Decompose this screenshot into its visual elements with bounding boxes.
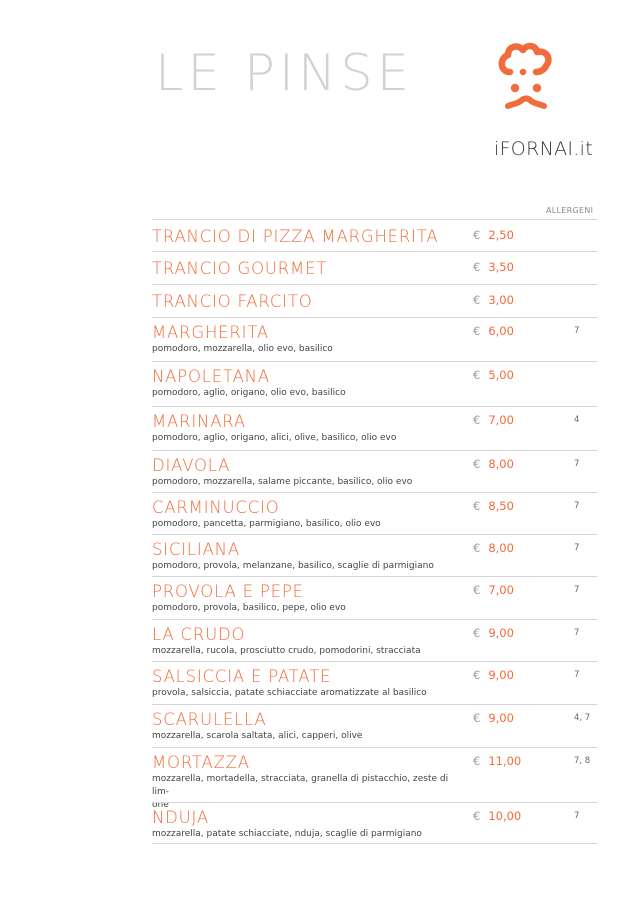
allergens-column-header: ALLERGENI xyxy=(546,206,594,215)
menu-item-allergens: 7 xyxy=(574,585,580,595)
menu-item-description: pomodoro, aglio, origano, alici, olive, basilico, olio evo xyxy=(152,433,397,443)
page-title: LE PINSE xyxy=(155,44,414,102)
euro-symbol: € xyxy=(473,368,481,382)
menu-item-price xyxy=(473,756,521,768)
price-amount: 10,00 xyxy=(488,809,522,823)
menu-item-allergens: 7 xyxy=(574,459,580,469)
menu-item-description: mozzarella, rucola, prosciutto crudo, pomodorini, stracciata xyxy=(152,646,421,656)
price-amount: 3,00 xyxy=(488,293,514,307)
menu-item-price xyxy=(473,459,514,471)
menu-item-name: LA CRUDO xyxy=(152,625,246,644)
menu-item xyxy=(152,534,597,576)
menu-item-price xyxy=(473,543,514,555)
price-amount: 7,00 xyxy=(488,413,514,427)
menu-item xyxy=(152,219,597,251)
menu-item xyxy=(152,284,597,317)
menu-item-description: pomodoro, provola, basilico, pepe, olio evo xyxy=(152,603,346,613)
menu-item xyxy=(152,406,597,450)
menu-item-allergens: 7 xyxy=(574,326,580,336)
menu-item-name: MORTAZZA xyxy=(152,753,250,772)
menu-item-name: TRANCIO FARCITO xyxy=(152,292,313,311)
euro-symbol: € xyxy=(473,260,481,274)
menu-item-allergens: 4, 7 xyxy=(574,713,591,723)
price-amount: 5,00 xyxy=(488,368,514,382)
menu-item-allergens: 7 xyxy=(574,811,580,821)
menu-item-description: provola, salsiccia, patate schiacciate aromatizzate al basilico xyxy=(152,688,427,698)
menu-item-price xyxy=(473,370,514,382)
menu-item-allergens: 7 xyxy=(574,628,580,638)
menu-item-name: NDUJA xyxy=(152,808,209,827)
menu-item xyxy=(152,747,597,810)
euro-symbol: € xyxy=(473,541,481,555)
menu-item-allergens: 4 xyxy=(574,415,580,425)
menu-item-name: SCARULELLA xyxy=(152,710,267,729)
euro-symbol: € xyxy=(473,583,481,597)
menu-item-name: MARINARA xyxy=(152,412,246,431)
price-amount: 9,00 xyxy=(488,668,514,682)
menu-item-allergens: 7 xyxy=(574,501,580,511)
menu-item-price xyxy=(473,811,521,823)
menu-item-description: pomodoro, pancetta, parmigiano, basilico, olio evo xyxy=(152,519,381,529)
euro-symbol: € xyxy=(473,809,481,823)
menu-item-price xyxy=(473,670,514,682)
menu-item-description-line: mozzarella, mortadella, stracciata, granella di pistacchio, zeste di lim- xyxy=(152,774,449,797)
menu-item xyxy=(152,576,597,619)
euro-symbol: € xyxy=(473,228,481,242)
menu-item-price xyxy=(473,628,514,640)
menu-item xyxy=(152,450,597,492)
price-amount: 8,50 xyxy=(488,499,514,513)
menu-item-price xyxy=(473,585,514,597)
menu-list xyxy=(152,219,597,844)
menu-item-description-line: one xyxy=(152,800,169,810)
euro-symbol: € xyxy=(473,413,481,427)
euro-symbol: € xyxy=(473,457,481,471)
euro-symbol: € xyxy=(473,499,481,513)
menu-item-price xyxy=(473,262,514,274)
price-amount: 9,00 xyxy=(488,626,514,640)
chef-hat-face-icon xyxy=(496,42,558,122)
menu-item-name: CARMINUCCIO xyxy=(152,498,280,517)
menu-item-description: mozzarella, scarola saltata, alici, capperi, olive xyxy=(152,731,363,741)
menu-item-price xyxy=(473,326,514,338)
menu-item-name: MARGHERITA xyxy=(152,323,270,342)
price-amount: 6,00 xyxy=(488,324,514,338)
price-amount: 8,00 xyxy=(488,541,514,555)
logo-text: iFORNAI.it xyxy=(494,138,593,160)
menu-item xyxy=(152,251,597,284)
menu-item xyxy=(152,619,597,661)
price-amount: 11,00 xyxy=(488,754,522,768)
menu-item-price xyxy=(473,713,514,725)
menu-item-price xyxy=(473,295,514,307)
menu-item-name: DIAVOLA xyxy=(152,456,231,475)
menu-item-price xyxy=(473,230,514,242)
menu-item-name: TRANCIO GOURMET xyxy=(152,259,328,278)
price-amount: 2,50 xyxy=(488,228,514,242)
price-amount: 3,50 xyxy=(488,260,514,274)
menu-item-name: TRANCIO DI PIZZA MARGHERITA xyxy=(152,227,439,246)
menu-item-description: pomodoro, mozzarella, salame piccante, basilico, olio evo xyxy=(152,477,413,487)
menu-item-allergens: 7, 8 xyxy=(574,756,591,766)
price-amount: 7,00 xyxy=(488,583,514,597)
menu-item-price xyxy=(473,501,514,513)
price-amount: 9,00 xyxy=(488,711,514,725)
menu-item-allergens: 7 xyxy=(574,543,580,553)
euro-symbol: € xyxy=(473,754,481,768)
menu-item xyxy=(152,492,597,534)
euro-symbol: € xyxy=(473,293,481,307)
menu-item xyxy=(152,361,597,406)
euro-symbol: € xyxy=(473,626,481,640)
menu-item-name: PROVOLA E PEPE xyxy=(152,582,304,601)
menu-item-description: pomodoro, aglio, origano, olio evo, basilico xyxy=(152,388,346,398)
menu-item-description: pomodoro, provola, melanzane, basilico, scaglie di parmigiano xyxy=(152,561,434,571)
menu-item xyxy=(152,802,597,844)
menu-item xyxy=(152,661,597,704)
menu-item-name: NAPOLETANA xyxy=(152,367,270,386)
euro-symbol: € xyxy=(473,668,481,682)
menu-item-name: SALSICCIA E PATATE xyxy=(152,667,332,686)
menu-item-name: SICILIANA xyxy=(152,540,240,559)
menu-item-description: pomodoro, mozzarella, olio evo, basilico xyxy=(152,344,333,354)
menu-item-description: mozzarella, patate schiacciate, nduja, scaglie di parmigiano xyxy=(152,829,422,839)
menu-item xyxy=(152,704,597,747)
euro-symbol: € xyxy=(473,711,481,725)
price-amount: 8,00 xyxy=(488,457,514,471)
menu-item-price xyxy=(473,415,514,427)
menu-item xyxy=(152,317,597,361)
menu-item-allergens: 7 xyxy=(574,670,580,680)
euro-symbol: € xyxy=(473,324,481,338)
